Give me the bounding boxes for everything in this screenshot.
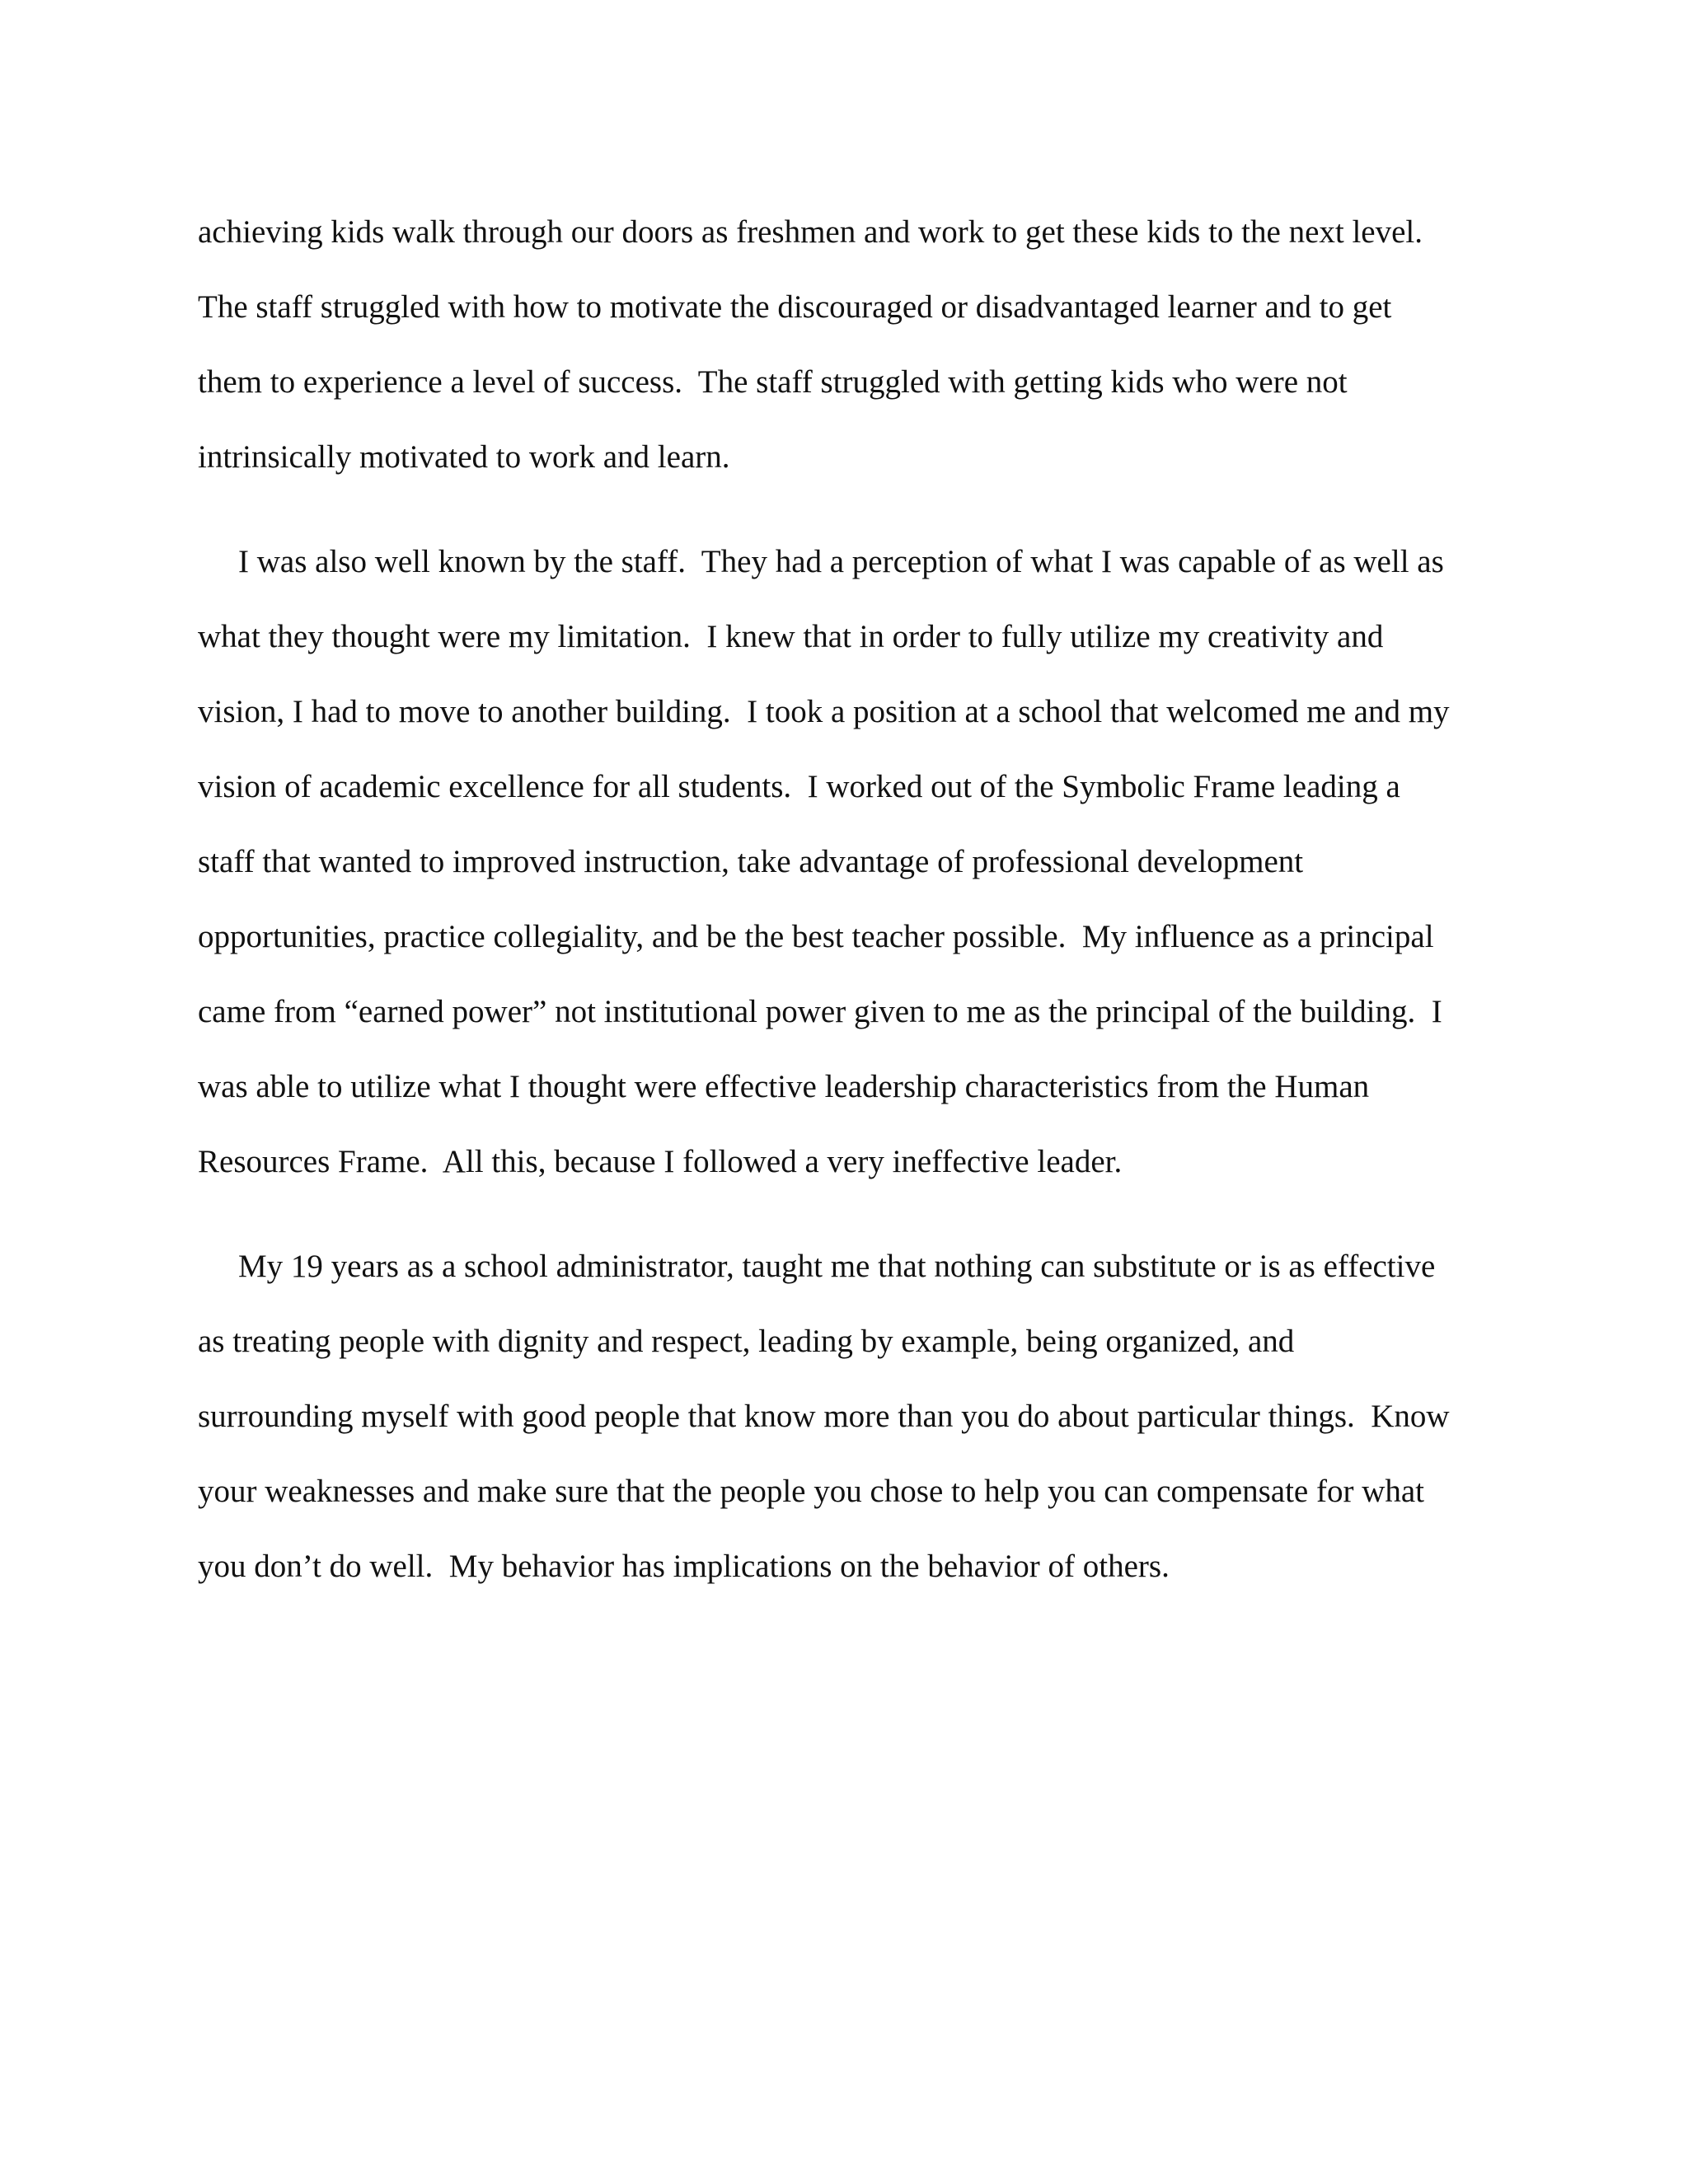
text-line: what they thought were my limitation. I knew that in order to fully utilize my creativity and — [198, 619, 1384, 654]
document-body — [198, 194, 1490, 1604]
text-line: opportunities, practice collegiality, and be the best teacher possible. My influence as a principal — [198, 919, 1434, 954]
text-line: you don’t do well. My behavior has implications on the behavior of others. — [198, 1549, 1170, 1584]
text-line-indented: My 19 years as a school administrator, taught me that nothing can substitute or is as effective — [238, 1249, 1436, 1284]
text-line: Resources Frame. All this, because I followed a very ineffective leader. — [198, 1144, 1123, 1179]
text-line: was able to utilize what I thought were effective leadership characteristics from the Human — [198, 1069, 1370, 1104]
text-line-indented: I was also well known by the staff. They had a perception of what I was capable of as well as — [238, 544, 1444, 579]
text-line: The staff struggled with how to motivate the discouraged or disadvantaged learner and to get — [198, 289, 1392, 325]
paragraph-3 — [198, 1229, 1490, 1604]
paragraph-1 — [198, 194, 1490, 494]
text-line: staff that wanted to improved instruction, take advantage of professional development — [198, 844, 1304, 879]
text-line: achieving kids walk through our doors as freshmen and work to get these kids to the next level. — [198, 214, 1423, 250]
text-line: as treating people with dignity and respect, leading by example, being organized, and — [198, 1324, 1295, 1359]
text-line: intrinsically motivated to work and learn. — [198, 439, 730, 475]
paragraph-2 — [198, 524, 1490, 1199]
text-line: your weaknesses and make sure that the people you chose to help you can compensate for what — [198, 1474, 1425, 1509]
text-line: them to experience a level of success. The staff struggled with getting kids who were not — [198, 364, 1348, 400]
text-line: vision, I had to move to another building. I took a position at a school that welcomed me and my — [198, 694, 1450, 729]
text-line: came from “earned power” not institutional power given to me as the principal of the building. I — [198, 994, 1442, 1029]
text-line: surrounding myself with good people that know more than you do about particular things. Know — [198, 1399, 1450, 1434]
text-line: vision of academic excellence for all students. I worked out of the Symbolic Frame leading a — [198, 769, 1400, 804]
